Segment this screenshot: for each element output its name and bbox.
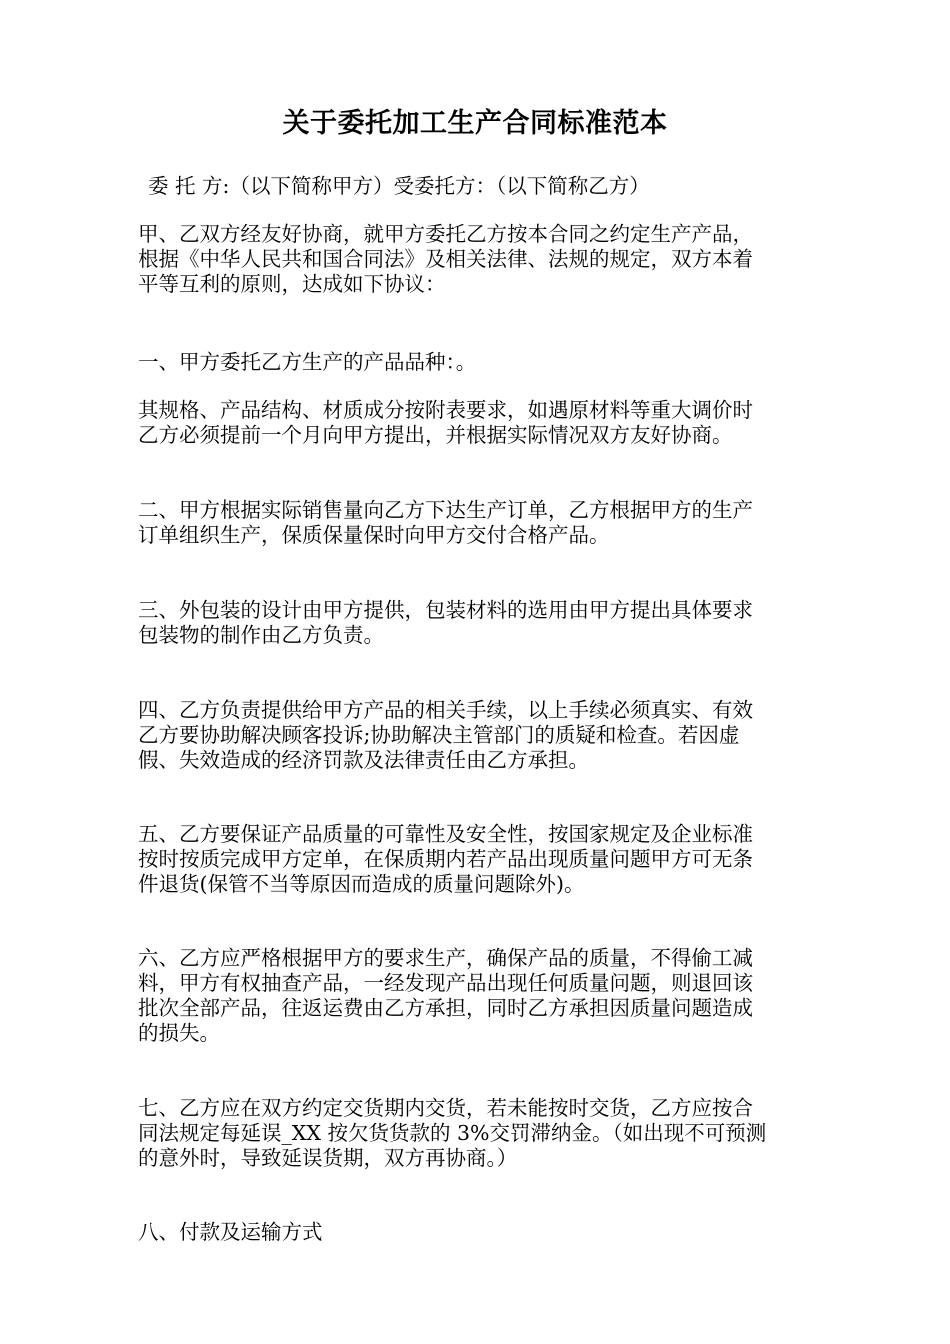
paragraph-line: 同法规定每延误_XX 按欠货货款的 3%交罚滞纳金。（如出现不可预测 [138,1121,767,1145]
clause-2-paragraph [138,498,816,548]
parties-line: 委 托 方:（以下简称甲方）受委托方：（以下简称乙方） [148,174,650,198]
paragraph-line: 平等互利的原则，达成如下协议： [138,272,446,296]
paragraph-line: 的损失。 [138,1021,220,1045]
clause-3-paragraph [138,598,816,648]
paragraph-line: 料，甲方有权抽查产品，一经发现产品出现任何质量问题，则退回该 [138,971,753,995]
preamble-paragraph [138,222,816,297]
paragraph-line: 八、付款及运输方式 [138,1220,323,1244]
paragraph-line: 按时按质完成甲方定单，在保质期内若产品出现质量问题甲方可无条 [138,847,753,871]
paragraph-line: 乙方必须提前一个月向甲方提出，并根据实际情况双方友好协商。 [138,423,733,447]
clause-4-paragraph [138,698,816,773]
paragraph-line: 二、甲方根据实际销售量向乙方下达生产订单，乙方根据甲方的生产 [138,498,753,522]
paragraph-line: 的意外时，导致延误货期，双方再协商。） [138,1146,518,1170]
paragraph-line: 根据《中华人民共和国合同法》及相关法律、法规的规定，双方本着 [138,247,753,271]
clause-5-paragraph [138,822,816,897]
clause-8-heading [138,1220,816,1245]
paragraph-line: 订单组织生产，保质保量保时向甲方交付合格产品。 [138,523,610,547]
paragraph-line: 包装物的制作由乙方负责。 [138,623,384,647]
paragraph-line: 六、乙方应严格根据甲方的要求生产，确保产品的质量，不得偷工减 [138,946,753,970]
paragraph-line: 假、失效造成的经济罚款及法律责任由乙方承担。 [138,748,589,772]
paragraph-line: 件退货(保管不当等原因而造成的质量问题除外)。 [138,872,585,896]
clause-7-paragraph [138,1096,816,1171]
paragraph-line: 一、甲方委托乙方生产的产品品种：。 [138,350,477,374]
paragraph-line: 四、乙方负责提供给甲方产品的相关手续，以上手续必须真实、有效 [138,698,753,722]
paragraph-line: 甲、乙双方经友好协商，就甲方委托乙方按本合同之约定生产产品， [138,222,753,246]
paragraph-line: 其规格、产品结构、材质成分按附表要求，如遇原材料等重大调价时 [138,398,753,422]
paragraph-line: 批次全部产品，往返运费由乙方承担，同时乙方承担因质量问题造成 [138,996,753,1020]
clause-6-paragraph [138,946,816,1046]
paragraph-line: 五、乙方要保证产品质量的可靠性及安全性，按国家规定及企业标准 [138,822,753,846]
paragraph-line: 七、乙方应在双方约定交货期内交货，若未能按时交货，乙方应按合 [138,1096,753,1120]
paragraph-line: 三、外包装的设计由甲方提供，包装材料的选用由甲方提出具体要求 [138,598,753,622]
document-title: 关于委托加工生产合同标准范本 [282,108,668,139]
clause-1-spec-paragraph [138,398,816,448]
clause-1-paragraph [138,350,816,375]
paragraph-line: 乙方要协助解决顾客投诉;协助解决主管部门的质疑和检查。若因虚 [138,723,740,747]
